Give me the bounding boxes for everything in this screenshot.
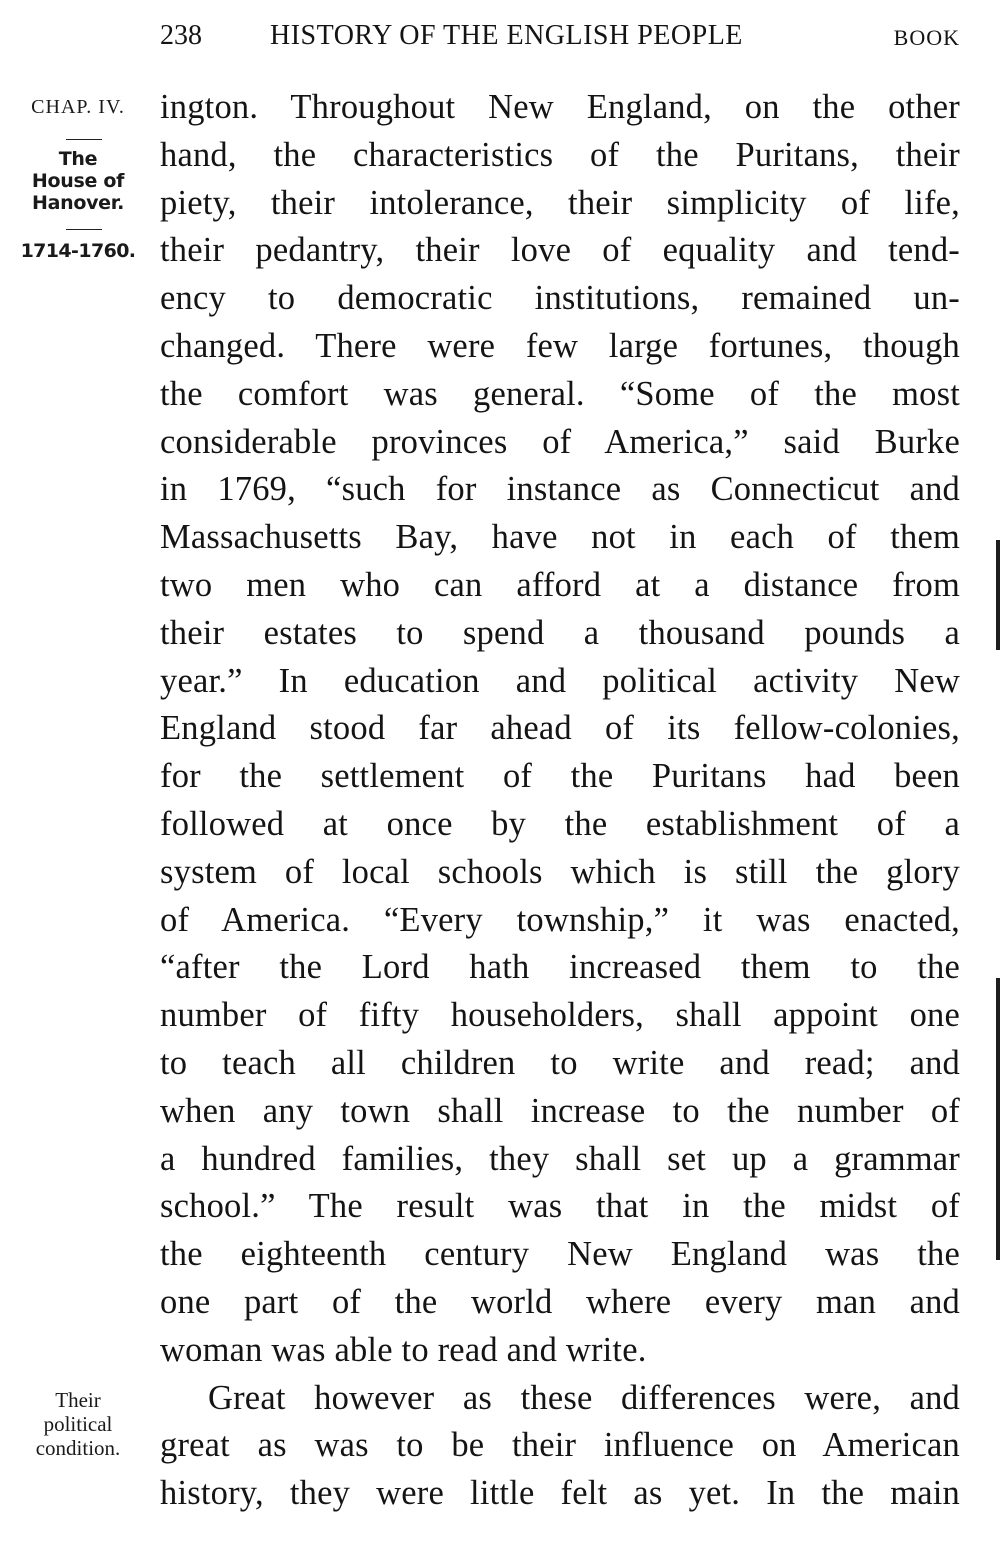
text-line: ency to democratic institutions, remained un-	[160, 279, 960, 318]
text-line: the comfort was general. “Some of the most	[160, 374, 960, 413]
text-line: a hundred families, they shall set up a grammar	[160, 1139, 960, 1178]
text-line: changed. There were few large fortunes, though	[160, 326, 960, 365]
text-line: considerable provinces of America,” said Burke	[160, 422, 960, 461]
text-line: great as was to be their influence on American	[160, 1426, 960, 1465]
sidenote-line: Hanover.	[31, 192, 125, 214]
page-number: 238	[160, 20, 202, 51]
text-line: two men who can afford at a distance from	[160, 565, 960, 604]
margin-rule	[66, 139, 102, 140]
running-title: HISTORY OF THE ENGLISH PEOPLE	[270, 20, 743, 51]
text-line: followed at once by the establishment of a	[160, 804, 960, 843]
sidenote-line: Their	[55, 1388, 101, 1412]
text-line: year.” In education and political activity New	[160, 661, 960, 700]
margin-rule	[66, 229, 102, 230]
sidenote-line: political	[43, 1412, 113, 1436]
scan-edge-mark	[996, 540, 1000, 650]
text-line: Massachusetts Bay, have not in each of them	[160, 518, 960, 557]
text-line: “after the Lord hath increased them to the	[160, 948, 960, 987]
text-line: to teach all children to write and read; and	[160, 1043, 960, 1082]
text-line: of America. “Every township,” it was enacted,	[160, 900, 960, 939]
margin-sidenote-political	[14, 1388, 142, 1460]
body-text	[160, 84, 960, 1518]
text-line: the eighteenth century New England was the	[160, 1235, 960, 1274]
text-line: in 1769, “such for instance as Connecticut and	[160, 470, 960, 509]
sidenote-line: House of	[31, 170, 125, 192]
text-line: their pedantry, their love of equality and tend-	[160, 231, 960, 270]
scan-edge-mark	[996, 978, 1000, 1260]
text-line: number of fifty householders, shall appoint one	[160, 996, 960, 1035]
text-line: piety, their intolerance, their simplicity of life,	[160, 183, 960, 222]
text-line: school.” The result was that in the midst of	[160, 1187, 960, 1226]
text-line: their estates to spend a thousand pounds a	[160, 613, 960, 652]
text-line: woman was able to read and write.	[160, 1330, 647, 1369]
text-line: ington. Throughout New England, on the other	[160, 88, 960, 126]
margin-dates: 1714-1760.	[20, 240, 136, 262]
text-line: hand, the characteristics of the Puritans, their	[160, 135, 960, 174]
book-label: BOOK	[893, 25, 960, 50]
margin-sidenote-dynasty	[14, 148, 142, 214]
text-line: system of local schools which is still the glory	[160, 852, 960, 891]
text-line: Great however as these differences were, and	[208, 1378, 960, 1417]
text-line: when any town shall increase to the number of	[160, 1091, 960, 1130]
margin-chapter-label: CHAP. IV.	[31, 96, 125, 118]
text-line: one part of the world where every man and	[160, 1282, 960, 1321]
running-header	[160, 16, 960, 56]
text-line: for the settlement of the Puritans had been	[160, 757, 960, 796]
text-line: England stood far ahead of its fellow-colonies,	[160, 709, 960, 748]
text-line: history, they were little felt as yet. In the main	[160, 1474, 960, 1513]
sidenote-line: The	[58, 148, 98, 170]
sidenote-line: condition.	[35, 1436, 121, 1460]
